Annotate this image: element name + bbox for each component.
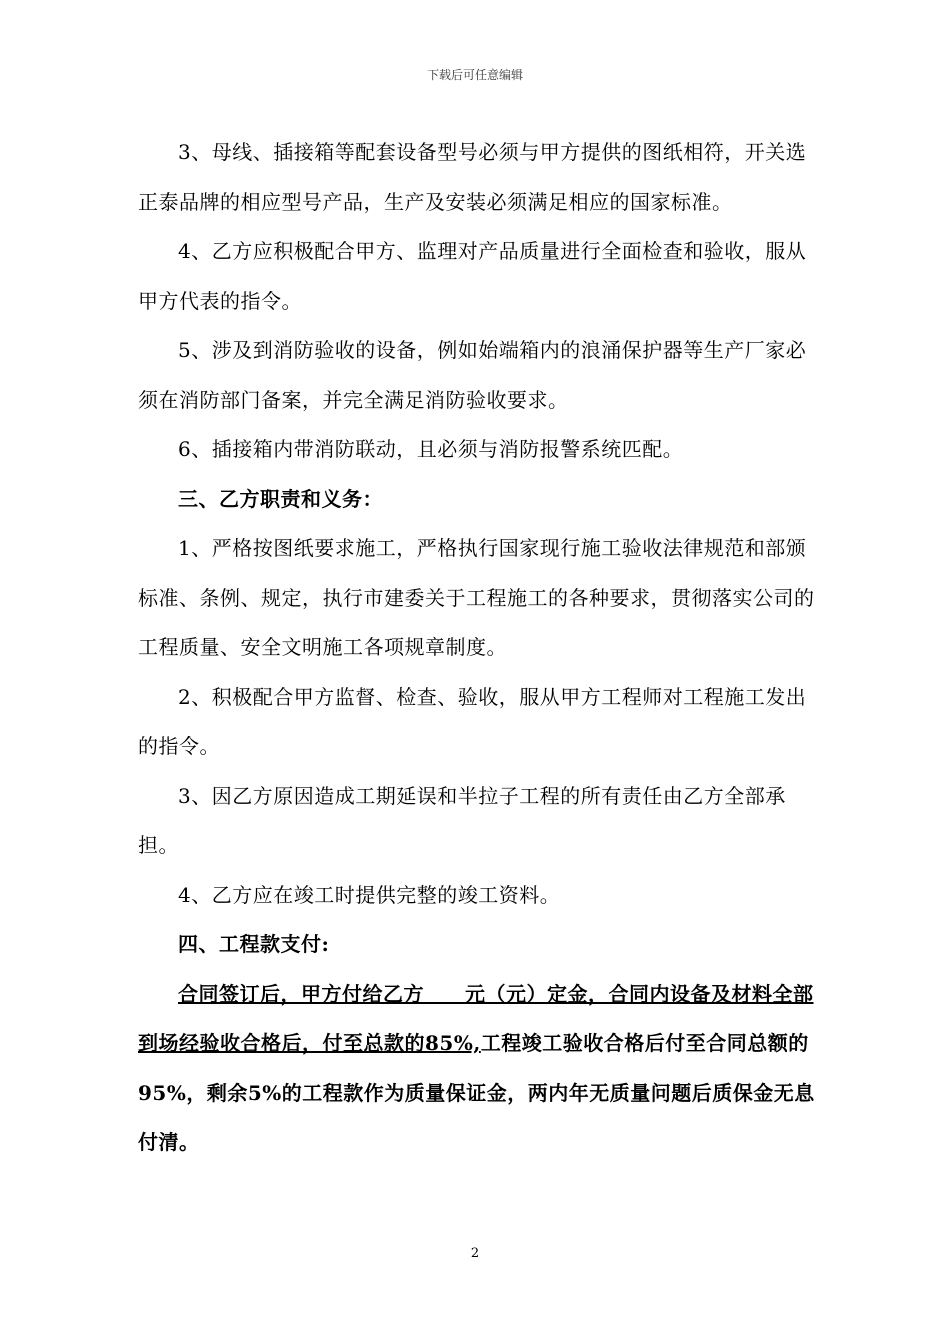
payment-underlined-text: 合同签订后，甲方付给乙方 元（元）定金，合同内设备及材料全部到场经验收合格后，付至总款的85%, — [138, 981, 814, 1055]
paragraph-duty-3: 3、因乙方原因造成工期延误和半拉子工程的所有责任由乙方全部承担。 — [138, 783, 786, 857]
payment-rest-text: 工程竣工验收合格后付至合同总额的95%，剩余5%的工程款作为质量保证金，两内年无质量问题后质保金无息付清。 — [138, 1031, 815, 1154]
header-note: 下载后可任意编辑 — [426, 68, 523, 82]
paragraph-duty-1: 1、严格按图纸要求施工，严格执行国家现行施工验收法律规范和部颁标准、条例、规定，执行市建委关于工程施工的各种要求，贯彻落实公司的工程质量、安全文明施工各项规章制度。 — [138, 536, 815, 659]
paragraph-6: 6、插接箱内带消防联动，且必须与消防报警系统匹配。 — [178, 437, 684, 461]
paragraph-duty-4: 4、乙方应在竣工时提供完整的竣工资料。 — [178, 882, 561, 907]
paragraph-duty-2: 2、积极配合甲方监督、检查、验收，服从甲方工程师对工程施工发出的指令。 — [138, 684, 807, 758]
section-heading-3: 三、乙方职责和义务： — [178, 486, 383, 511]
document-body — [138, 128, 820, 1168]
section-heading-4: 四、工程款支付: — [178, 932, 330, 956]
paragraph-4: 4、乙方应积极配合甲方、监理对产品质量进行全面检查和验收，服从甲方代表的指令。 — [138, 239, 807, 313]
payment-paragraph — [138, 970, 820, 1168]
paragraph-5: 5、涉及到消防验收的设备，例如始端箱内的浪涌保护器等生产厂家必须在消防部门备案，并完全满足消防验收要求。 — [138, 338, 807, 412]
page-number: 2 — [470, 1246, 480, 1261]
paragraph-3: 3、母线、插接箱等配套设备型号必须与甲方提供的图纸相符，开关选正泰品牌的相应型号产品，生产及安装必须满足相应的国家标准。 — [138, 140, 807, 214]
